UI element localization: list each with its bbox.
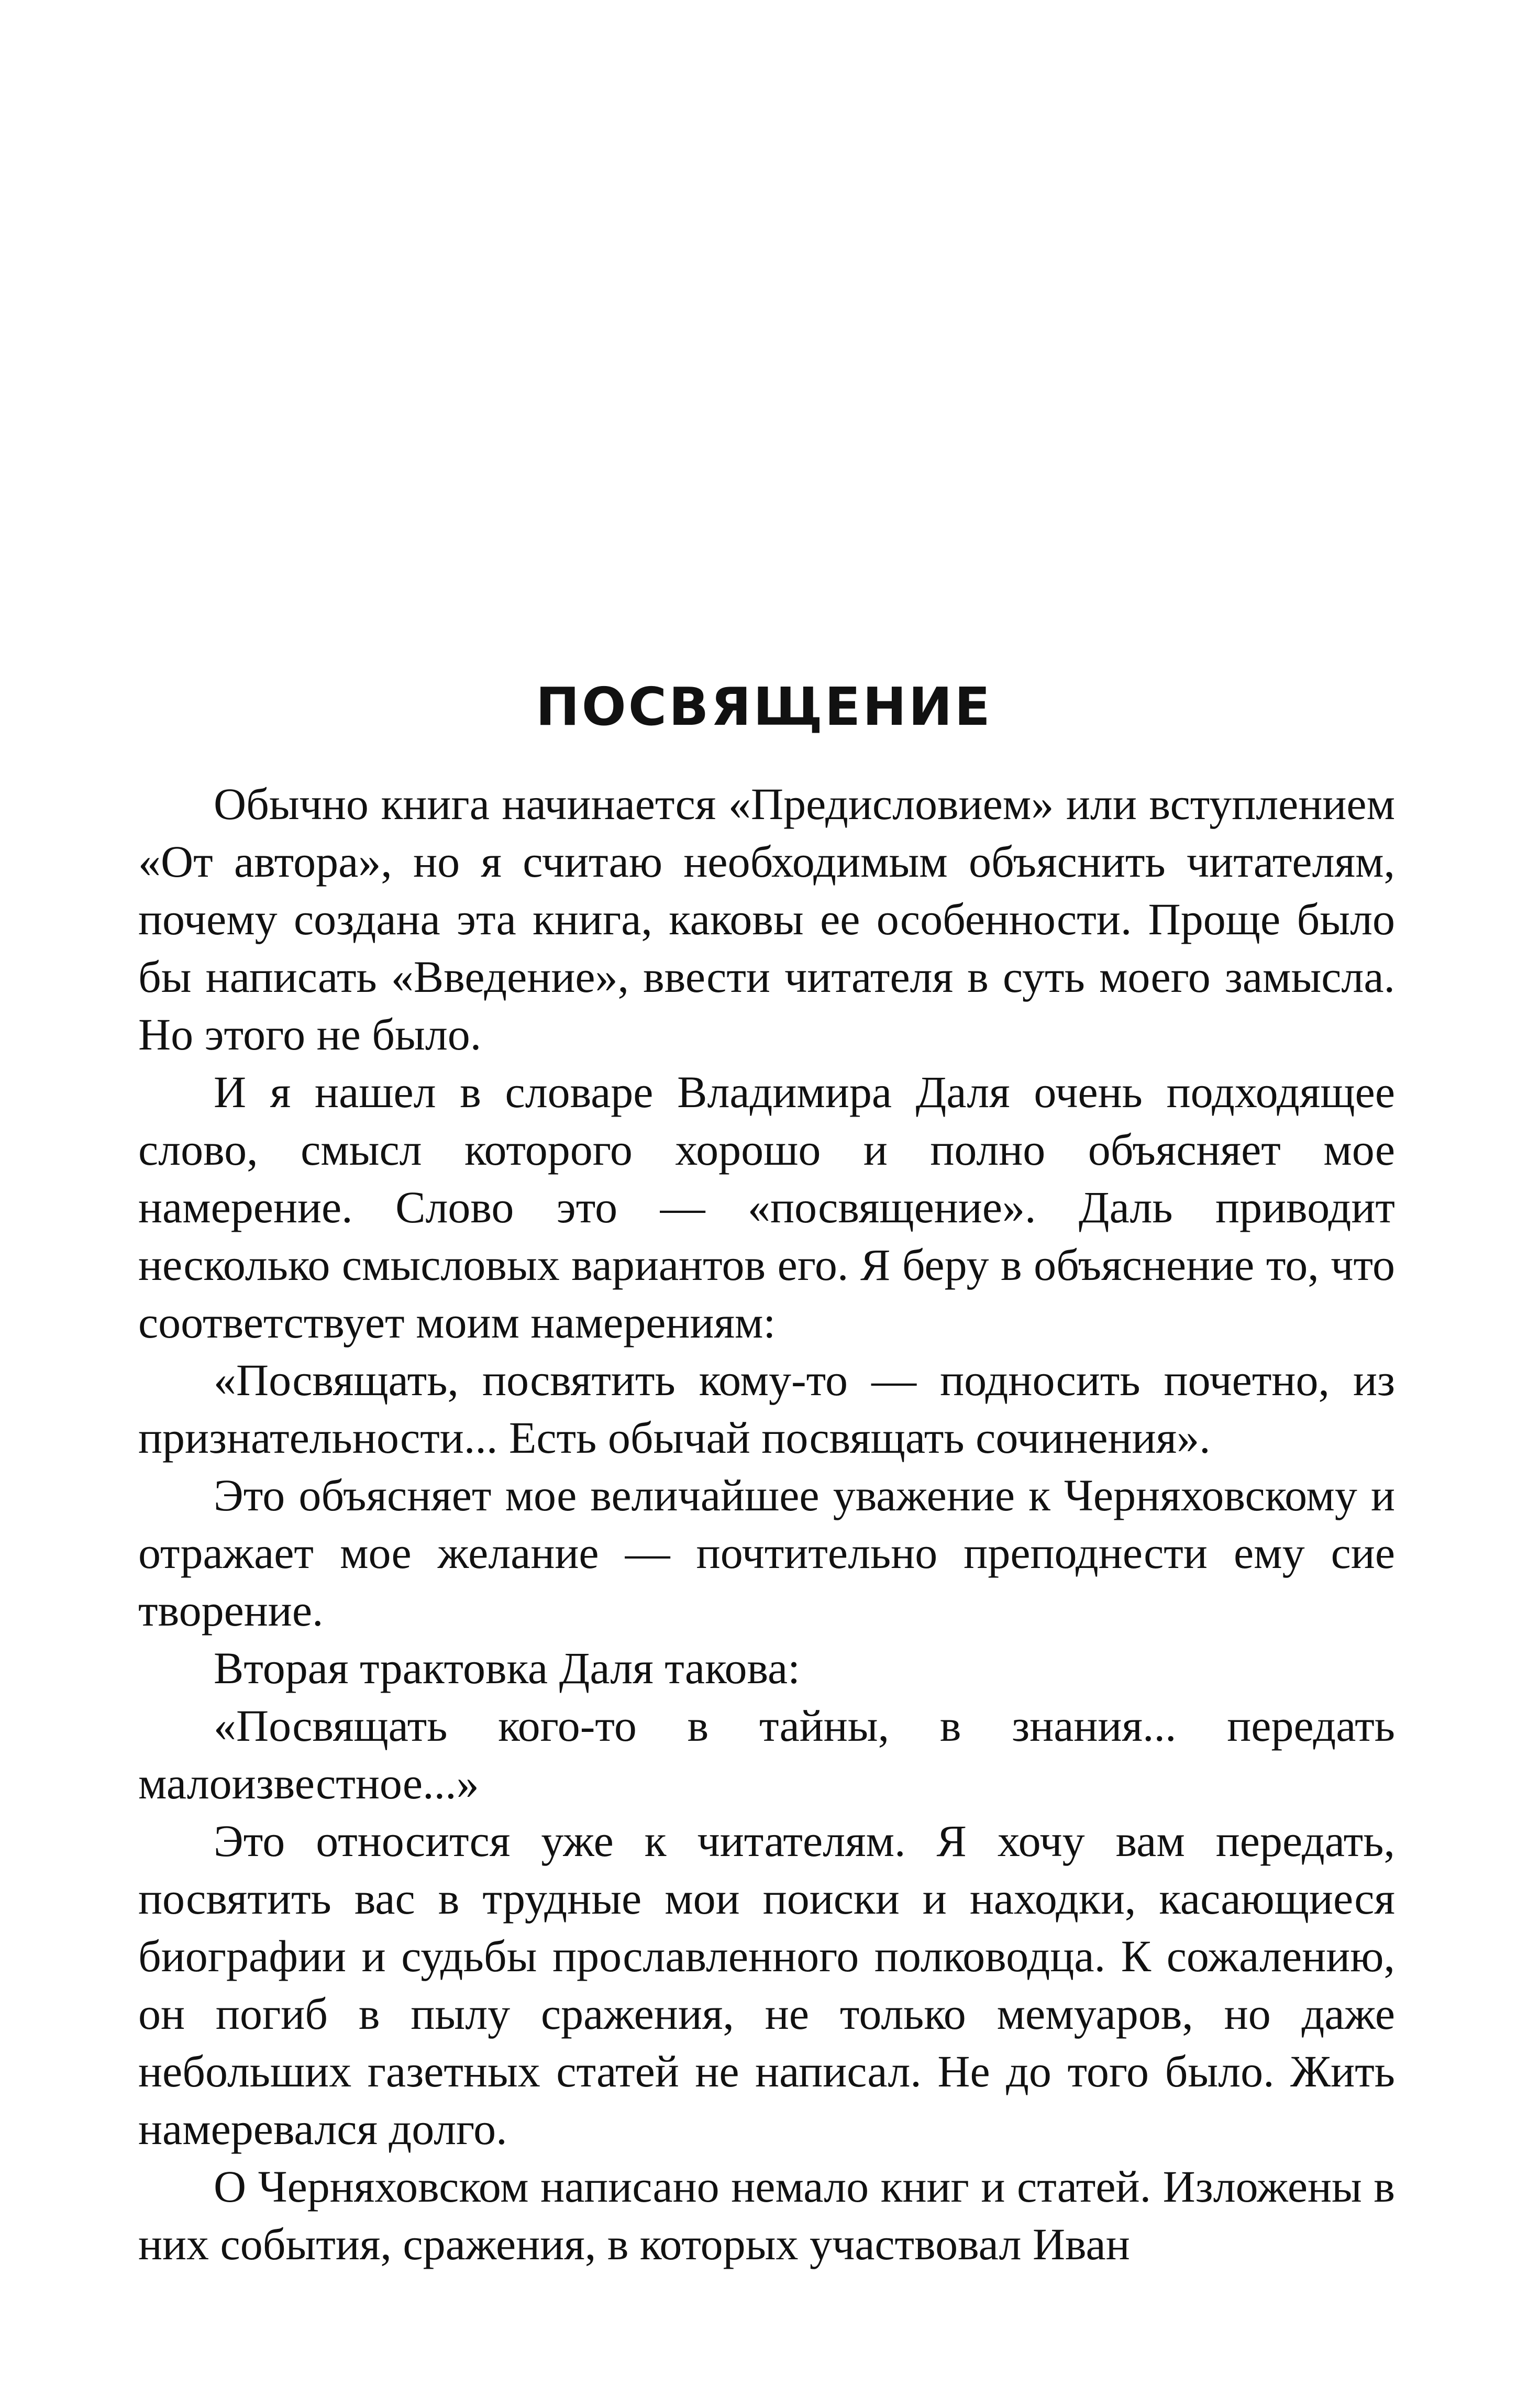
paragraph: Вторая трактовка Даля такова:: [214, 1643, 801, 1693]
paragraph-quote: «Посвящать, посвятить кому-то — подносить почетно, из признательности... Есть обычай посвящать сочинения».: [138, 1355, 1395, 1463]
paragraph: О Черняховском написано немало книг и статей. Изложены в них события, сражения, в которых участвовал Иван: [138, 2161, 1395, 2269]
paragraph: Это объясняет мое величайшее уважение к Черняховскому и отражает мое желание — почтительно преподнести ему сие творение.: [138, 1470, 1395, 1636]
paragraph: Обычно книга начинается «Предисловием» или вступлением «От автора», но я считаю необходимым объяснить читателям, почему создана эта книга, каковы ее особенности. Проще было бы написать «Введение», ввести читателя в суть моего замысла. Но этого не было.: [138, 779, 1395, 1059]
paragraph: И я нашел в словаре Владимира Даля очень подходящее слово, смысл которого хорошо и полно объясняет мое намерение. Слово это — «посвящение». Даль приводит несколько смысловых вариантов его. Я беру в объяснение то, что соответствует моим намерениям:: [138, 1067, 1395, 1347]
chapter-title: ПОСВЯЩЕНИЕ: [536, 676, 992, 737]
paragraph: Это относится уже к читателям. Я хочу вам передать, посвятить вас в трудные мои поиски и находки, касающиеся биографии и судьбы прославленного полководца. К сожалению, он погиб в пылу сражения, не только мемуаров, но даже небольших газетных статей не написал. Не до того было. Жить намеревался долго.: [138, 1816, 1395, 2154]
chapter-body: [138, 775, 1395, 2273]
paragraph-quote: «Посвящать кого-то в тайны, в знания... передать малоизвестное...»: [138, 1700, 1395, 1808]
